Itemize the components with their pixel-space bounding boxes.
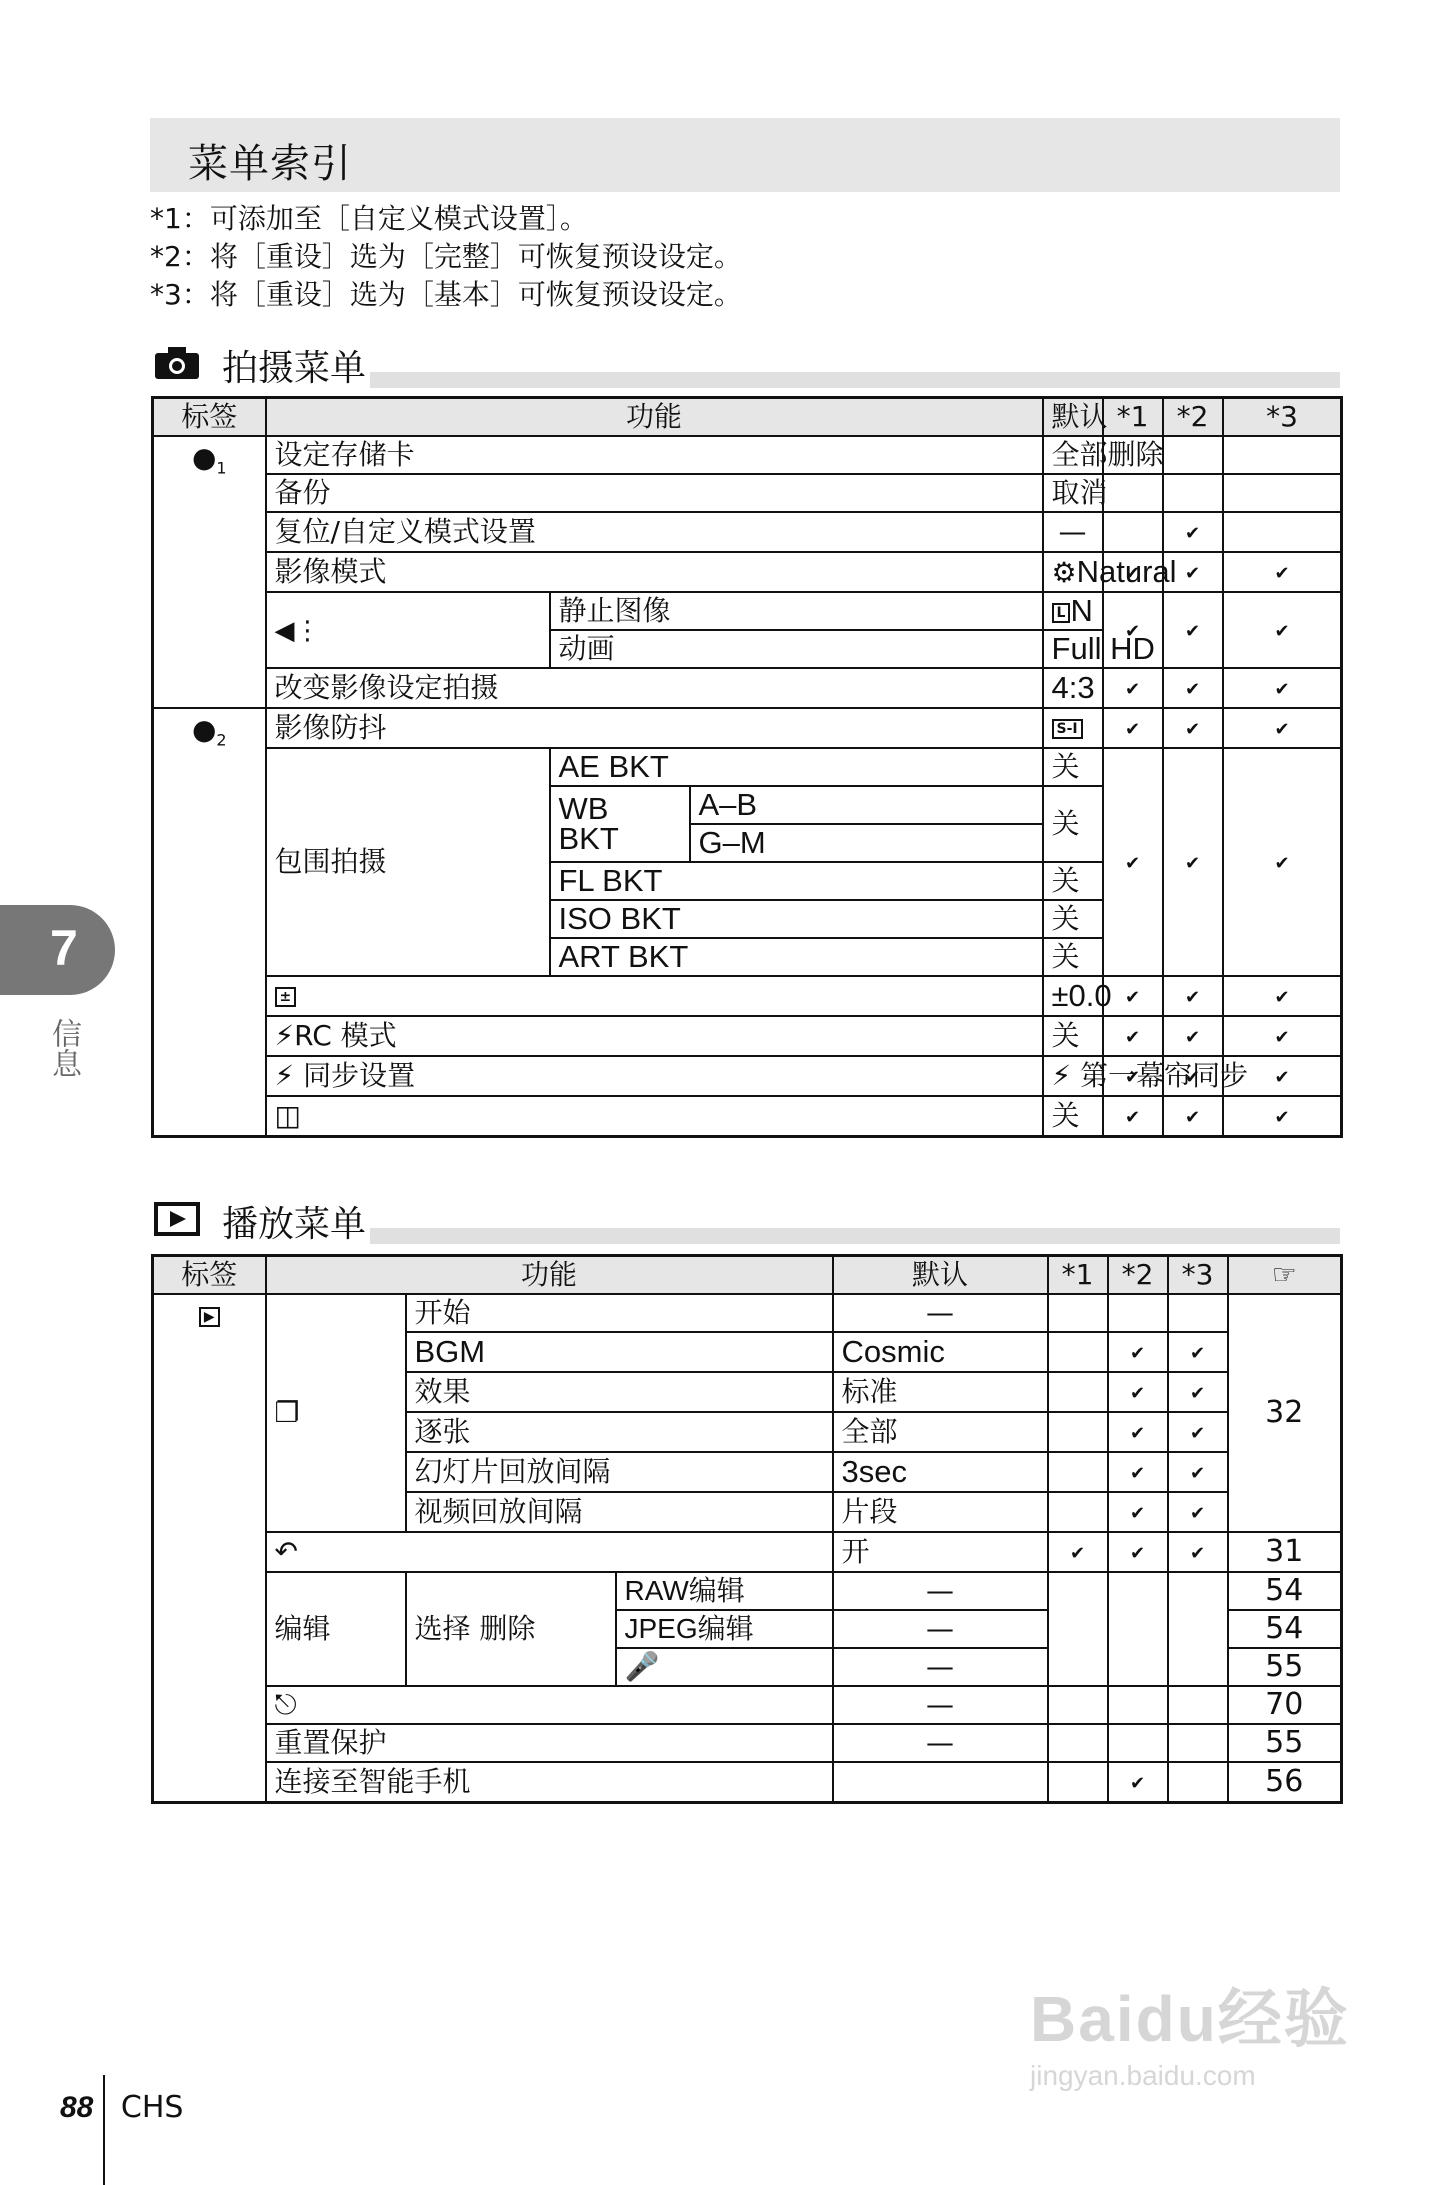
page-title: 菜单索引 bbox=[188, 141, 352, 187]
note-2: *2：将［重设］选为［完整］可恢复预设设定。 bbox=[150, 240, 742, 273]
row-default: 关 bbox=[1043, 938, 1103, 976]
row-label: FL BKT bbox=[550, 862, 1043, 900]
row-label bbox=[616, 1648, 833, 1686]
flash-icon: ⚡ bbox=[274, 1059, 295, 1092]
row-default: 取消 bbox=[1043, 474, 1103, 512]
microphone-icon: 🎤 bbox=[624, 1650, 660, 1683]
playback-menu-table bbox=[151, 1254, 1343, 1804]
row-default: 片段 bbox=[833, 1492, 1048, 1532]
col-tag: 标签 bbox=[153, 398, 266, 437]
check-icon bbox=[1108, 1762, 1168, 1803]
quality-icon-cell bbox=[266, 592, 550, 668]
row-label: 设定存储卡 bbox=[266, 436, 1043, 474]
shoot1-icon: $●_1$ bbox=[191, 441, 227, 478]
col-default: 默认 bbox=[833, 1256, 1048, 1295]
table-row bbox=[153, 1686, 1342, 1724]
row-label: 静止图像 bbox=[550, 592, 1043, 630]
row-label: ⚡RC 模式 bbox=[266, 1016, 1043, 1056]
row-label bbox=[266, 1532, 833, 1572]
check-icon bbox=[1108, 1452, 1168, 1492]
col-tag: 标签 bbox=[153, 1256, 266, 1295]
check-icon bbox=[1103, 708, 1163, 748]
row-label: 逐张 bbox=[406, 1412, 833, 1452]
row-default: — bbox=[1043, 512, 1103, 552]
table-row bbox=[153, 976, 1342, 1016]
table-row bbox=[153, 474, 1342, 512]
picture-mode-icon: ⚙ bbox=[1051, 555, 1077, 589]
flash-icon: ⚡ bbox=[1051, 1059, 1072, 1092]
check-icon bbox=[1223, 1096, 1342, 1137]
row-default: L N bbox=[1043, 592, 1103, 630]
row-page: 54 bbox=[1228, 1572, 1342, 1610]
watermark-url: jingyan.baidu.com bbox=[1030, 2060, 1256, 2091]
row-default: 关 bbox=[1043, 1016, 1103, 1056]
watermark-logo: Baidu经验 bbox=[1030, 1983, 1350, 2055]
language-code: CHS bbox=[120, 2090, 184, 2125]
header-row bbox=[153, 1256, 1342, 1295]
row-default: — bbox=[833, 1610, 1048, 1648]
table-row bbox=[153, 1572, 1342, 1610]
footer bbox=[60, 2090, 183, 2125]
shoot2-icon: $●_2$ bbox=[191, 713, 227, 750]
col-star1: *1 bbox=[1103, 398, 1163, 437]
row-default: 关 bbox=[1043, 900, 1103, 938]
check-icon bbox=[1108, 1332, 1168, 1372]
row-page: 70 bbox=[1228, 1686, 1342, 1724]
table-row bbox=[153, 592, 1342, 630]
row-label: RAW编辑 bbox=[616, 1572, 833, 1610]
flash-icon: ⚡ bbox=[274, 1019, 295, 1052]
row-page: 31 bbox=[1228, 1532, 1342, 1572]
check-icon bbox=[1168, 1532, 1228, 1572]
table-row bbox=[153, 1056, 1342, 1096]
row-label bbox=[266, 1686, 833, 1724]
check-icon bbox=[1168, 1412, 1228, 1452]
check-icon bbox=[1103, 668, 1163, 708]
slideshow-icon-cell bbox=[266, 1294, 406, 1532]
chapter-tab bbox=[0, 905, 115, 995]
row-default: 全部 bbox=[833, 1412, 1048, 1452]
table-row bbox=[153, 552, 1342, 592]
table-row bbox=[153, 1762, 1342, 1803]
header-row bbox=[153, 398, 1342, 437]
table-row bbox=[153, 1724, 1342, 1762]
row-label: 改变影像设定拍摄 bbox=[266, 668, 1043, 708]
check-icon bbox=[1223, 708, 1342, 748]
row-label: 开始 bbox=[406, 1294, 833, 1332]
select-erase-label: 选择 删除 bbox=[406, 1572, 616, 1686]
row-label: 影像模式 bbox=[266, 552, 1043, 592]
row-page: 55 bbox=[1228, 1724, 1342, 1762]
check-icon bbox=[1103, 1096, 1163, 1137]
row-default: Full HD bbox=[1043, 630, 1103, 668]
playback-tab-icon: ▶ bbox=[199, 1307, 220, 1327]
shooting-menu-table bbox=[151, 396, 1343, 1138]
playback-icon bbox=[154, 1202, 200, 1236]
table-row bbox=[153, 1016, 1342, 1056]
row-default: — bbox=[833, 1648, 1048, 1686]
row-default: 关 bbox=[1043, 748, 1103, 786]
row-label: 备份 bbox=[266, 474, 1043, 512]
chapter-number: 7 bbox=[50, 920, 78, 976]
row-default: — bbox=[833, 1572, 1048, 1610]
anti-shock-icon: ◫ bbox=[274, 1099, 301, 1132]
check-icon bbox=[1163, 708, 1223, 748]
table-row bbox=[153, 668, 1342, 708]
row-label: 视频回放间隔 bbox=[406, 1492, 833, 1532]
row-default: ⚡ 第一幕帘同步 bbox=[1043, 1056, 1103, 1096]
camera-icon bbox=[154, 346, 200, 380]
row-label: AE BKT bbox=[550, 748, 1043, 786]
row-page: 54 bbox=[1228, 1610, 1342, 1648]
row-default: 全部删除 bbox=[1043, 436, 1103, 474]
row-label: ART BKT bbox=[550, 938, 1043, 976]
heading-rule bbox=[370, 1228, 1340, 1244]
bracketing-label: 包围拍摄 bbox=[266, 748, 550, 976]
row-default bbox=[1043, 708, 1103, 748]
row-page: 55 bbox=[1228, 1648, 1342, 1686]
col-star2: *2 bbox=[1163, 398, 1223, 437]
row-default: 关 bbox=[1043, 1096, 1103, 1137]
playback-heading-text: 播放菜单 bbox=[222, 1204, 367, 1245]
note-1: *1：可添加至［自定义模式设置］。 bbox=[150, 202, 588, 235]
row-label: 动画 bbox=[550, 630, 1043, 668]
row-default: 关 bbox=[1043, 786, 1103, 862]
note-3: *3：将［重设］选为［基本］可恢复预设设定。 bbox=[150, 278, 742, 311]
row-default: ±0.0 bbox=[1043, 976, 1103, 1016]
row-default: 开 bbox=[833, 1532, 1048, 1572]
row-default: — bbox=[833, 1294, 1048, 1332]
playback-tab bbox=[153, 1294, 266, 1803]
row-default bbox=[833, 1762, 1048, 1803]
heading-rule bbox=[370, 372, 1340, 388]
check-icon bbox=[1168, 1492, 1228, 1532]
check-icon bbox=[1168, 1452, 1228, 1492]
row-label: 复位/自定义模式设置 bbox=[266, 512, 1043, 552]
check-icon bbox=[1048, 1532, 1108, 1572]
check-icon bbox=[1168, 1372, 1228, 1412]
shooting-heading bbox=[150, 340, 1340, 388]
edit-label: 编辑 bbox=[266, 1572, 406, 1686]
row-label: 连接至智能手机 bbox=[266, 1762, 833, 1803]
row-label: BGM bbox=[406, 1332, 833, 1372]
check-icon bbox=[1108, 1412, 1168, 1452]
check-icon bbox=[1223, 668, 1342, 708]
col-function: 功能 bbox=[266, 398, 1043, 437]
row-label: 效果 bbox=[406, 1372, 833, 1412]
row-default: — bbox=[833, 1686, 1048, 1724]
col-star1: *1 bbox=[1048, 1256, 1108, 1295]
check-icon bbox=[1163, 1016, 1223, 1056]
notes bbox=[150, 200, 742, 314]
row-default: 4:3 bbox=[1043, 668, 1103, 708]
table-row bbox=[153, 1294, 1342, 1332]
print-order-icon: ⎋ bbox=[274, 1688, 297, 1721]
check-icon bbox=[1223, 748, 1342, 976]
check-icon bbox=[1163, 668, 1223, 708]
shooting-tab-2 bbox=[153, 708, 266, 1137]
check-icon bbox=[1163, 748, 1223, 976]
row-label: 幻灯片回放间隔 bbox=[406, 1452, 833, 1492]
row-default: Cosmic bbox=[833, 1332, 1048, 1372]
check-icon bbox=[1103, 748, 1163, 976]
check-icon bbox=[1163, 1096, 1223, 1137]
table-row bbox=[153, 1096, 1342, 1137]
check-icon bbox=[1163, 592, 1223, 668]
check-icon bbox=[1108, 1492, 1168, 1532]
row-label: JPEG编辑 bbox=[616, 1610, 833, 1648]
row-label bbox=[266, 1096, 1043, 1137]
shooting-tab-1 bbox=[153, 436, 266, 708]
check-icon bbox=[1223, 552, 1342, 592]
check-icon bbox=[1168, 1332, 1228, 1372]
row-label: ISO BKT bbox=[550, 900, 1043, 938]
check-icon bbox=[1163, 976, 1223, 1016]
check-icon bbox=[1223, 592, 1342, 668]
rotate-icon: ↶ bbox=[274, 1535, 298, 1568]
check-icon bbox=[1108, 1372, 1168, 1412]
stabilizer-icon: S-I bbox=[1052, 719, 1083, 739]
col-page: ☞ bbox=[1228, 1256, 1342, 1295]
wb-gm: G–M bbox=[690, 824, 1043, 862]
row-label bbox=[266, 976, 1043, 1016]
row-label: ⚡ 同步设置 bbox=[266, 1056, 1043, 1096]
row-label: 重置保护 bbox=[266, 1724, 833, 1762]
col-star3: *3 bbox=[1168, 1256, 1228, 1295]
table-row bbox=[153, 708, 1342, 748]
shooting-heading-text: 拍摄菜单 bbox=[222, 348, 367, 389]
table-row bbox=[153, 748, 1342, 786]
row-default: 标准 bbox=[833, 1372, 1048, 1412]
watermark bbox=[1030, 1968, 1350, 2092]
page-number: 88 bbox=[60, 2091, 94, 2124]
row-page: 32 bbox=[1228, 1294, 1342, 1532]
check-icon bbox=[1108, 1532, 1168, 1572]
col-star3: *3 bbox=[1223, 398, 1342, 437]
image-quality-icon: ◀⋮ bbox=[274, 615, 321, 646]
row-page: 56 bbox=[1228, 1762, 1342, 1803]
wb-bkt-label: WB BKT bbox=[550, 786, 690, 862]
slideshow-icon: ❐ bbox=[274, 1396, 300, 1429]
table-row bbox=[153, 1532, 1342, 1572]
check-icon bbox=[1223, 1016, 1342, 1056]
table-row bbox=[153, 512, 1342, 552]
table-row bbox=[153, 436, 1342, 474]
check-icon bbox=[1223, 976, 1342, 1016]
col-function: 功能 bbox=[266, 1256, 833, 1295]
playback-heading bbox=[150, 1196, 1340, 1244]
flash-comp-icon: ± bbox=[275, 987, 297, 1007]
col-star2: *2 bbox=[1108, 1256, 1168, 1295]
title-bar bbox=[150, 118, 1340, 192]
check-icon bbox=[1103, 1016, 1163, 1056]
check-icon bbox=[1163, 512, 1223, 552]
row-default: — bbox=[833, 1724, 1048, 1762]
row-default: 3sec bbox=[833, 1452, 1048, 1492]
row-default: 关 bbox=[1043, 862, 1103, 900]
col-default: 默认 bbox=[1043, 398, 1103, 437]
row-default: ⚙Natural bbox=[1043, 552, 1103, 592]
row-label: 影像防抖 bbox=[266, 708, 1043, 748]
wb-ab: A–B bbox=[690, 786, 1043, 824]
chapter-label: 信息 bbox=[46, 1018, 81, 1078]
large-size-icon: L bbox=[1052, 603, 1071, 623]
